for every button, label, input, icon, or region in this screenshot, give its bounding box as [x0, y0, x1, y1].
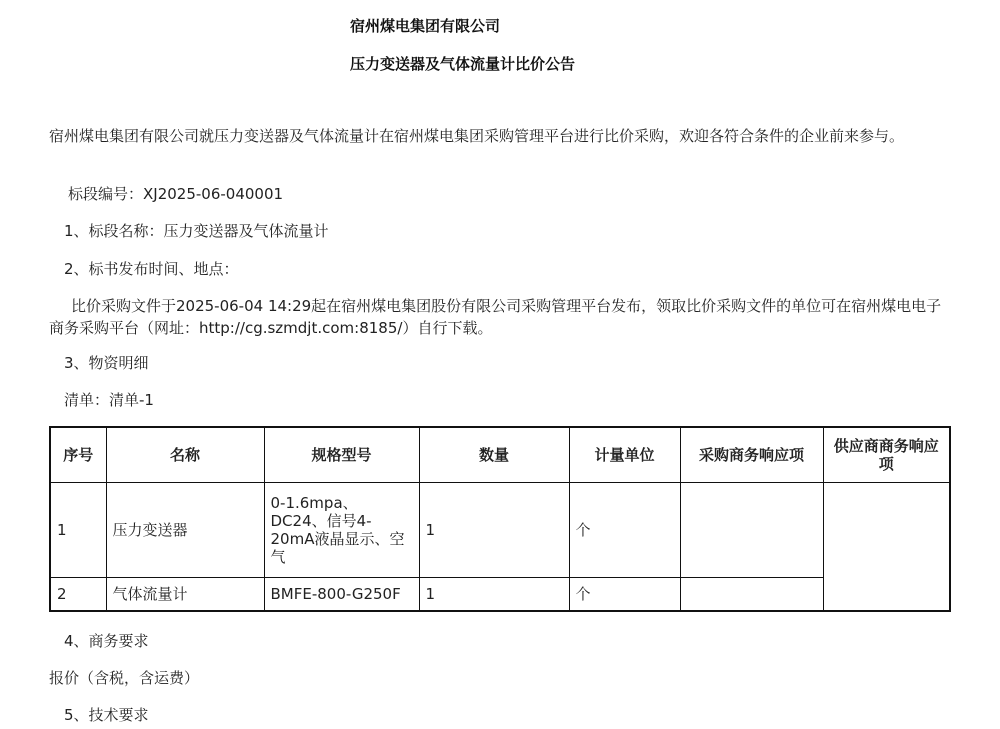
cell-quantity: 1 [419, 483, 569, 578]
company-title: 宿州煤电集团有限公司 [350, 17, 501, 35]
notice-title: 压力变送器及气体流量计比价公告 [350, 55, 576, 73]
publish-paragraph: 比价采购文件于2025-06-04 14:29起在宿州煤电集团股份有限公司采购管理平台发布，领取比价采购文件的单位可在宿州煤电电子商务采购平台（网址：http://cg.szmdjt.com:8185/）自行下载。 [49, 297, 942, 337]
cell-index: 2 [50, 578, 106, 612]
materials-heading: 3、物资明细 [64, 354, 149, 372]
header-spec: 规格型号 [264, 427, 419, 483]
cell-buyer-response [680, 483, 823, 578]
table-header-row [50, 427, 950, 483]
cell-supplier-response [823, 483, 950, 612]
cell-index: 1 [50, 483, 106, 578]
cell-buyer-response [680, 578, 823, 612]
cell-unit: 个 [569, 578, 680, 612]
list-label: 清单：清单-1 [64, 391, 154, 409]
header-unit: 计量单位 [569, 427, 680, 483]
cell-quantity: 1 [419, 578, 569, 612]
cell-unit: 个 [569, 483, 680, 578]
table-row [50, 578, 950, 612]
header-buyer-response: 采购商务响应项 [680, 427, 823, 483]
header-index: 序号 [50, 427, 106, 483]
cell-spec: BMFE-800-G250F [264, 578, 419, 612]
intro-paragraph: 宿州煤电集团有限公司就压力变送器及气体流量计在宿州煤电集团采购管理平台进行比价采购，欢迎各符合条件的企业前来参与。 [49, 127, 905, 145]
table-row [50, 483, 950, 578]
section-name-heading: 1、标段名称：压力变送器及气体流量计 [64, 222, 329, 240]
materials-table [49, 426, 951, 612]
cell-name: 气体流量计 [106, 578, 264, 612]
cell-spec: 0-1.6mpa、DC24、信号4-20mA液晶显示、空气 [264, 483, 419, 578]
cell-name: 压力变送器 [106, 483, 264, 578]
business-body: 报价（含税，含运费） [49, 669, 200, 687]
technical-heading: 5、技术要求 [64, 706, 149, 724]
section-code: 标段编号：XJ2025-06-040001 [68, 185, 284, 203]
header-name: 名称 [106, 427, 264, 483]
publish-time-heading: 2、标书发布时间、地点： [64, 260, 239, 278]
header-supplier-response: 供应商商务响应项 [823, 427, 950, 483]
header-quantity: 数量 [419, 427, 569, 483]
business-heading: 4、商务要求 [64, 632, 149, 650]
